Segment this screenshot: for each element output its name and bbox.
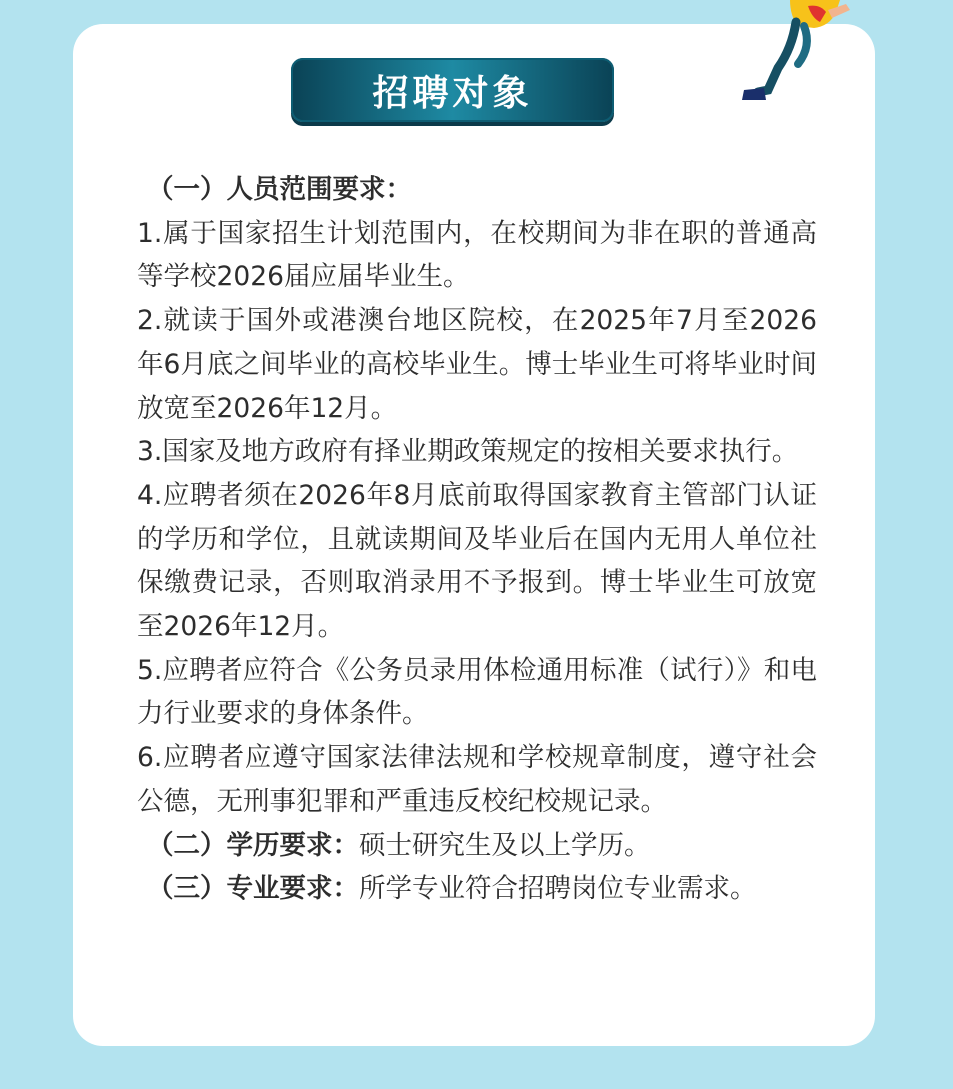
running-person-illustration <box>728 0 868 110</box>
major-requirement <box>137 867 817 911</box>
education-requirement <box>137 824 817 868</box>
personnel-item-6: 6.应聘者应遵守国家法律法规和学校规章制度，遵守社会公德，无刑事犯罪和严重违反校纪校规记录。 <box>137 742 817 817</box>
major-label: （三）专业要求： <box>147 873 359 905</box>
section-title: 招聘对象 <box>372 72 533 114</box>
personnel-item-2: 2.就读于国外或港澳台地区院校，在2025年7月至2026年6月底之间毕业的高校毕业生。博士毕业生可将毕业时间放宽至2026年12月。 <box>137 305 817 424</box>
section-title-banner <box>291 58 614 122</box>
education-text: 硕士研究生及以上学历。 <box>359 829 651 861</box>
personnel-item-5: 5.应聘者应符合《公务员录用体检通用标准（试行）》和电力行业要求的身体条件。 <box>137 654 817 730</box>
personnel-heading: （一）人员范围要求： <box>147 174 412 205</box>
recruitment-content <box>137 168 817 911</box>
education-label: （二）学历要求： <box>147 829 359 861</box>
major-text: 所学专业符合招聘岗位专业需求。 <box>359 873 757 905</box>
personnel-item-3: 3.国家及地方政府有择业期政策规定的按相关要求执行。 <box>137 436 799 468</box>
personnel-item-1: 1.属于国家招生计划范围内，在校期间为非在职的普通高等学校2026届应届毕业生。 <box>137 217 817 293</box>
personnel-item-4: 4.应聘者须在2026年8月底前取得国家教育主管部门认证的学历和学位，且就读期间及毕业后在国内无用人单位社保缴费记录，否则取消录用不予报到。博士毕业生可放宽至2026年12月。 <box>137 479 817 643</box>
